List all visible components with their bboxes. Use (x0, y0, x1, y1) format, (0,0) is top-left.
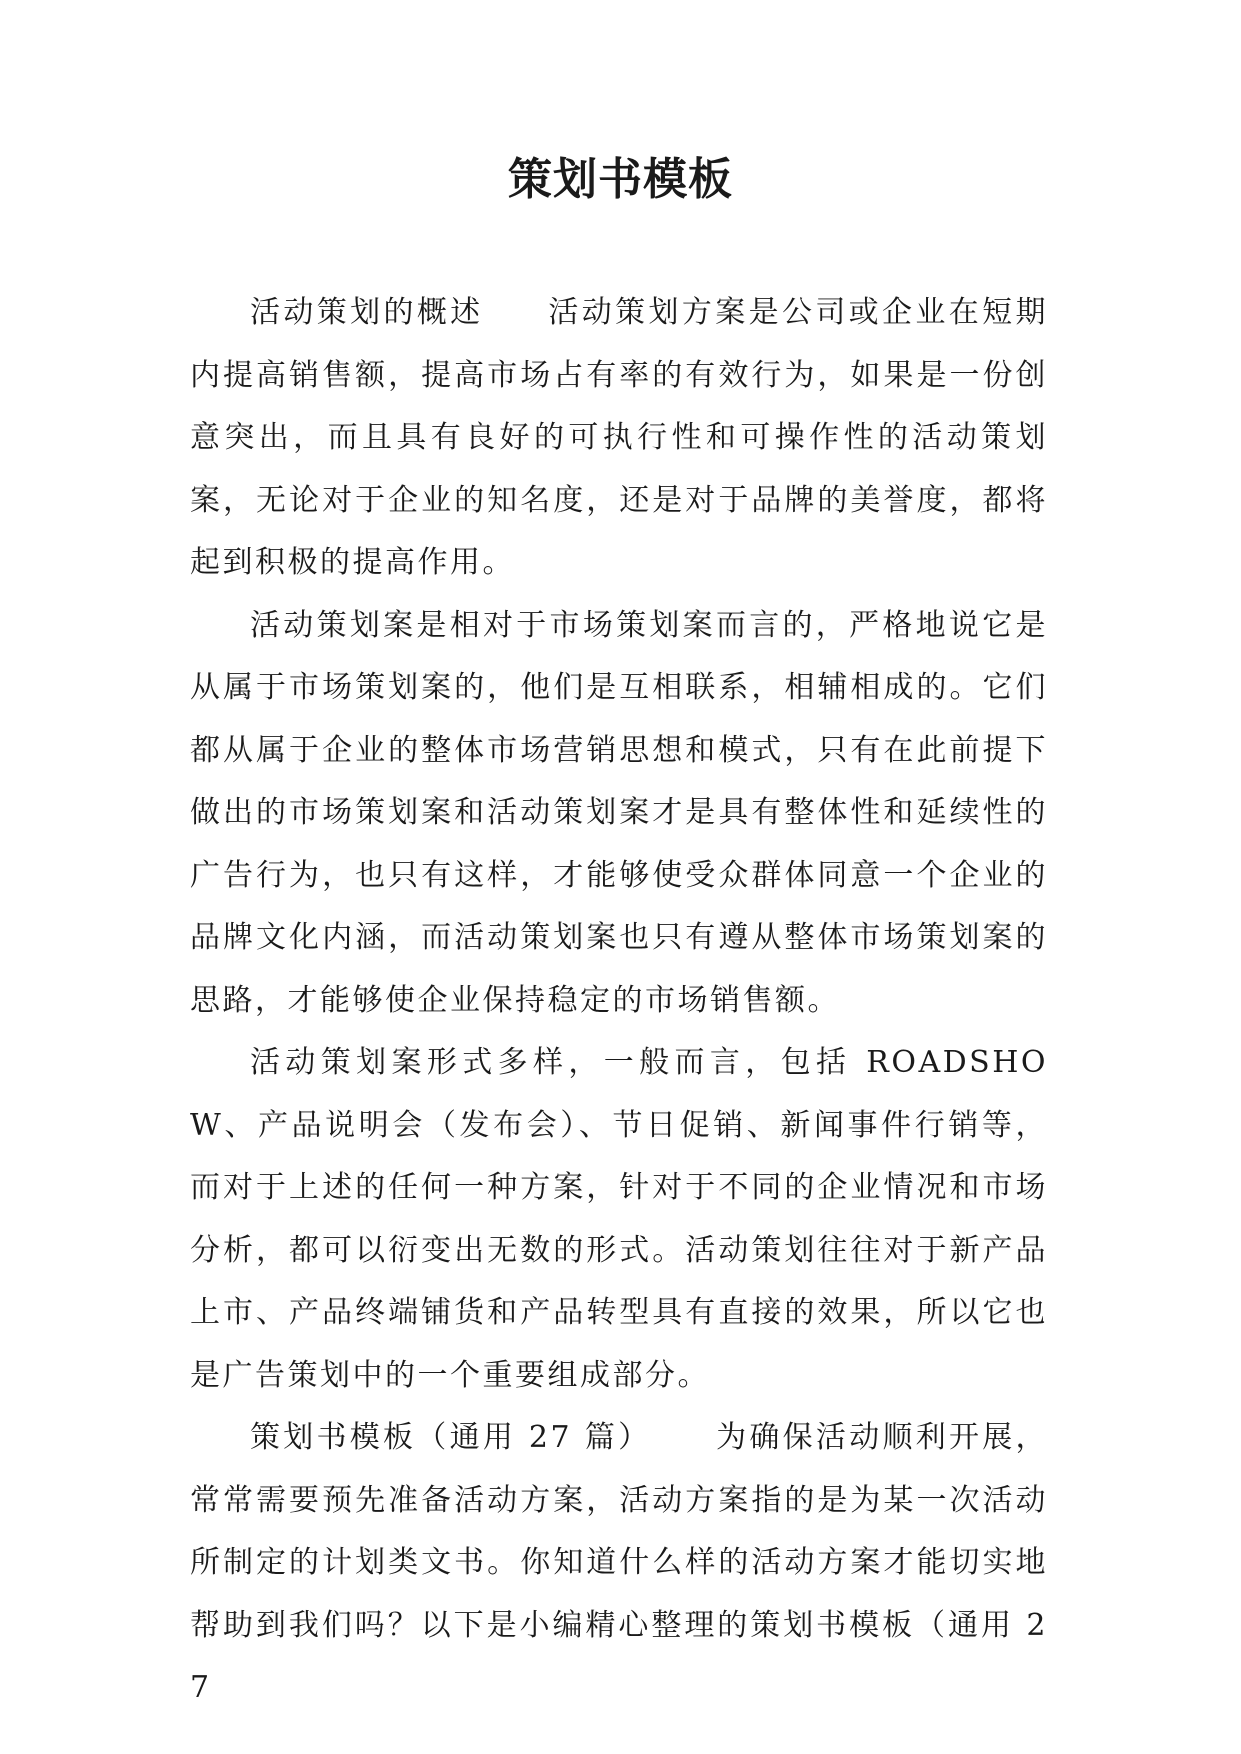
document-title: 策划书模板 (508, 154, 733, 205)
paragraph-text: 活动策划案是相对于市场策划案而言的，严格地说它是从属于市场策划案的，他们是互相联系，相辅相成的。它们都从属于企业的整体市场营销思想和模式，只有在此前提下做出的市场策划案和活动策划案才是具有整体性和延续性的广告行为，也只有这样，才能够使受众群体同意一个企业的品牌文化内涵，而活动策划案也只有遵从整体市场策划案的思路，才能够使企业保持稳定的市场销售额。 (190, 607, 1048, 1018)
paragraph-text: 为确保活动顺利开展，常常需要预先准备活动方案，活动方案指的是为某一次活动所制定的计划类文书。你知道什么样的活动方案才能切实地帮助到我们吗？以下是小编精心整理的策划书模板（通用 27 (190, 1420, 1049, 1705)
paragraph-lead: 活动策划的概述 (250, 295, 484, 330)
paragraph-text: 活动策划案形式多样，一般而言，包括 ROADSHOW、产品说明会（发布会）、节日促销、新闻事件行销等，而对于上述的任何一种方案，针对于不同的企业情况和市场分析，都可以衍变出无数的形式。活动策划往往对于新产品上市、产品终端铺货和产品转型具有直接的效果，所以它也是广告策划中的一个重要组成部分。 (190, 1045, 1048, 1393)
document-body (190, 282, 1048, 1720)
paragraph-text: 活动策划方案是公司或企业在短期内提高销售额，提高市场占有率的有效行为，如果是一份创意突出，而且具有良好的可执行性和可操作性的活动策划案，无论对于企业的知名度，还是对于品牌的美誉度，都将起到积极的提高作用。 (190, 295, 1049, 580)
paragraph-lead: 策划书模板（通用 27 篇） (250, 1420, 652, 1455)
paragraph-relation (190, 595, 1048, 1033)
paragraph-template-intro (190, 1407, 1048, 1720)
paragraph-overview (190, 282, 1048, 595)
paragraph-forms (190, 1032, 1048, 1407)
